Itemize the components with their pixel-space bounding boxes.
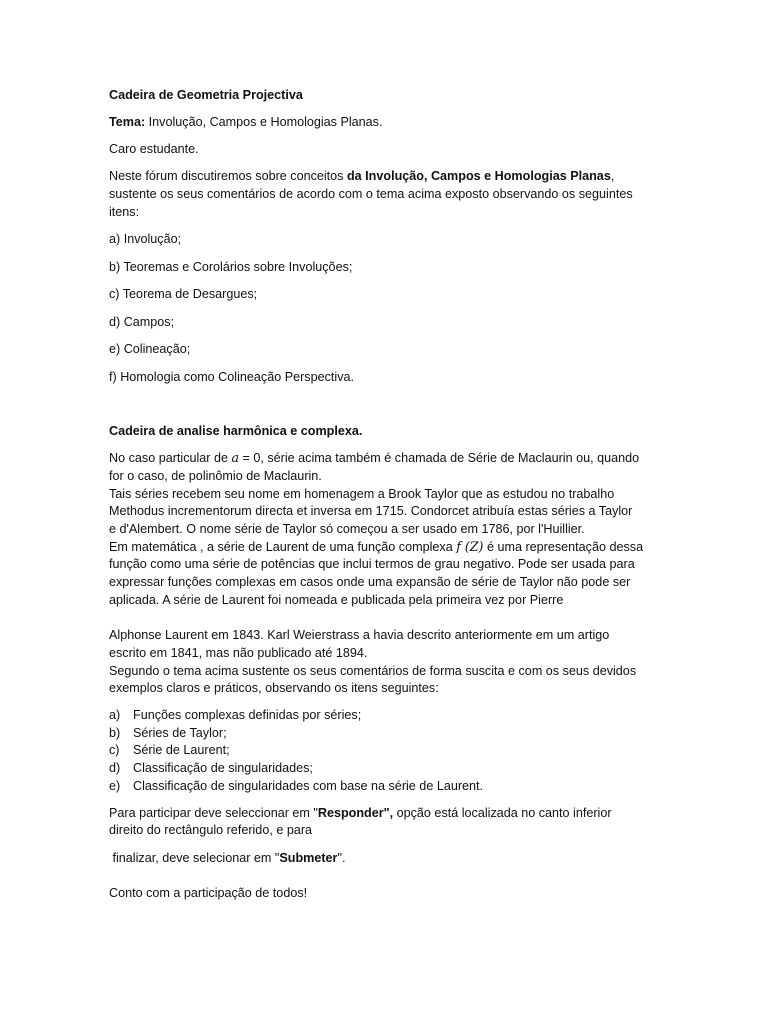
list-item: d) Campos; <box>109 315 175 329</box>
paragraph-line: função como uma série de potências que inclui termos de grau negativo. Pode ser usada para <box>109 557 635 571</box>
variable-a: a <box>231 450 240 465</box>
paragraph-line: escrito em 1841, mas não publicado até 1894. <box>109 646 368 660</box>
list-item-text: Classificação de singularidades com base na série de Laurent. <box>133 779 484 793</box>
list-marker: b) <box>109 726 121 740</box>
list-marker: a) <box>109 708 121 722</box>
paragraph-line: aplicada. A série de Laurent foi nomeada e publicada pela primeira vez por Pierre <box>109 593 564 607</box>
paragraph-line: Alphonse Laurent em 1843. Karl Weierstrass a havia descrito anteriormente em um artigo <box>109 628 610 642</box>
finalize-line: finalizar, deve selecionar em "Submeter". <box>109 851 346 865</box>
list-item: f) Homologia como Colineação Perspectiva. <box>109 370 354 384</box>
tema-text: Involução, Campos e Homologias Planas. <box>145 115 383 129</box>
list-marker: c) <box>109 743 120 757</box>
list-item: e) Colineação; <box>109 342 191 356</box>
list-item: b) Teoremas e Corolários sobre Involuções; <box>109 260 353 274</box>
intro-line-3: itens: <box>109 205 140 219</box>
paragraph-line: Em matemática , a série de Laurent de uma função complexa f (Z) é uma representação dessa <box>109 539 644 554</box>
paragraph-line: Segundo o tema acima sustente os seus comentários de forma suscita e com os seus devidos <box>109 664 637 678</box>
paragraph-line: No caso particular de a = 0, série acima também é chamada de Série de Maclaurin ou, quando <box>109 450 640 465</box>
list-item-text: Classificação de singularidades; <box>133 761 313 775</box>
intro-line-2: sustente os seus comentários de acordo com o tema acima exposto observando os seguintes <box>109 187 633 201</box>
greeting: Caro estudante. <box>109 142 199 156</box>
paragraph-line: exemplos claros e práticos, observando os itens seguintes: <box>109 681 439 695</box>
paragraph-line: Methodus incrementorum directa et inversa em 1715. Condorcet atribuía estas séries a Taylor <box>109 504 633 518</box>
closing-line: Conto com a participação de todos! <box>109 886 308 900</box>
list-marker: d) <box>109 761 121 775</box>
paragraph-line: e d'Alembert. O nome série de Taylor só começou a ser usado em 1786, por l'Huillier. <box>109 522 585 536</box>
instruction-line-1: Para participar deve seleccionar em "Responder", opção está localizada no canto inferior <box>109 806 612 820</box>
formula-fz: f (Z) <box>456 539 484 554</box>
tema-label: Tema: <box>109 115 146 129</box>
list-item-text: Séries de Taylor; <box>133 726 227 740</box>
intro-line-1: Neste fórum discutiremos sobre conceitos da Involução, Campos e Homologias Planas, <box>109 169 615 183</box>
paragraph-line: Tais séries recebem seu nome em homenagem a Brook Taylor que as estudou no trabalho <box>109 487 615 501</box>
tema-line <box>109 114 382 130</box>
paragraph-line: for o caso, de polinômio de Maclaurin. <box>109 469 322 483</box>
list-item: c) Teorema de Desargues; <box>109 287 258 301</box>
paragraph-line: expressar funções complexas em casos onde uma expansão de série de Taylor não pode ser <box>109 575 631 589</box>
list-item-text: Funções complexas definidas por séries; <box>133 708 362 722</box>
list-item-text: Série de Laurent; <box>133 743 230 757</box>
list-item: a) Involução; <box>109 232 182 246</box>
section2-title: Cadeira de analise harmônica e complexa. <box>109 424 363 438</box>
section1-title: Cadeira de Geometria Projectiva <box>109 88 303 102</box>
instruction-line-2: direito do rectângulo referido, e para <box>109 823 313 837</box>
list-marker: e) <box>109 779 121 793</box>
